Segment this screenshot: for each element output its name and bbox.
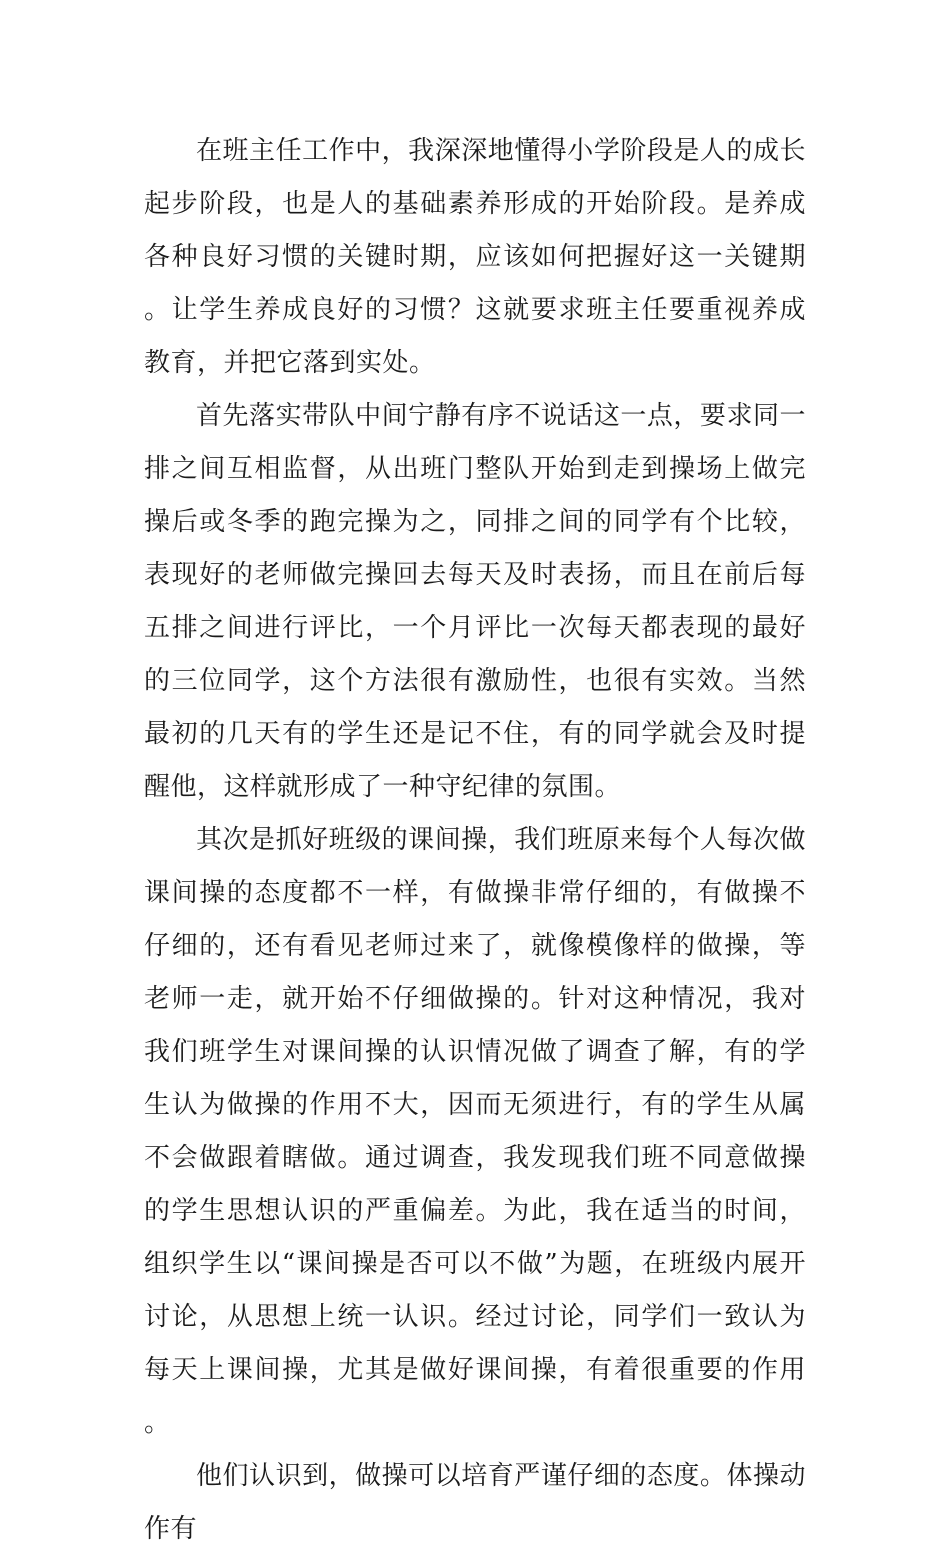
paragraph-2: 首先落实带队中间宁静有序不说话这一点，要求同一排之间互相监督，从出班门整队开始到走到操场上做完操后或冬季的跑完操为之，同排之间的同学有个比较，表现好的老师做完操回去每天及时表扬，而且在前后每五排之间进行评比，一个月评比一次每天都表现的最好的三位同学，这个方法很有激励性，也很有实效。当然最初的几天有的学生还是记不住，有的同学就会及时提醒他，这样就形成了一种守纪律的氛围。 — [144, 401, 806, 802]
paragraph-1: 在班主任工作中，我深深地懂得小学阶段是人的成长起步阶段，也是人的基础素养形成的开始阶段。是养成各种良好习惯的关键时期，应该如何把握好这一关键期。让学生养成良好的习惯？这就要求班主任要重视养成教育，并把它落到实处。 — [144, 136, 806, 378]
document-body — [144, 125, 806, 1556]
paragraph-3: 其次是抓好班级的课间操，我们班原来每个人每次做课间操的态度都不一样，有做操非常仔细的，有做操不仔细的，还有看见老师过来了，就像模像样的做操，等老师一走，就开始不仔细做操的。针对这种情况，我对我们班学生对课间操的认识情况做了调查了解，有的学生认为做操的作用不大，因而无须进行，有的学生从属不会做跟着瞎做。通过调查，我发现我们班不同意做操的学生思想认识的严重偏差。为此，我在适当的时间，组织学生以“课间操是否可以不做”为题，在班级内展开讨论，从思想上统一认识。经过讨论，同学们一致认为每天上课间操，尤其是做好课间操，有着很重要的作用。 — [144, 825, 806, 1438]
paragraph-4: 他们认识到，做操可以培育严谨仔细的态度。体操动作有 — [144, 1461, 806, 1544]
